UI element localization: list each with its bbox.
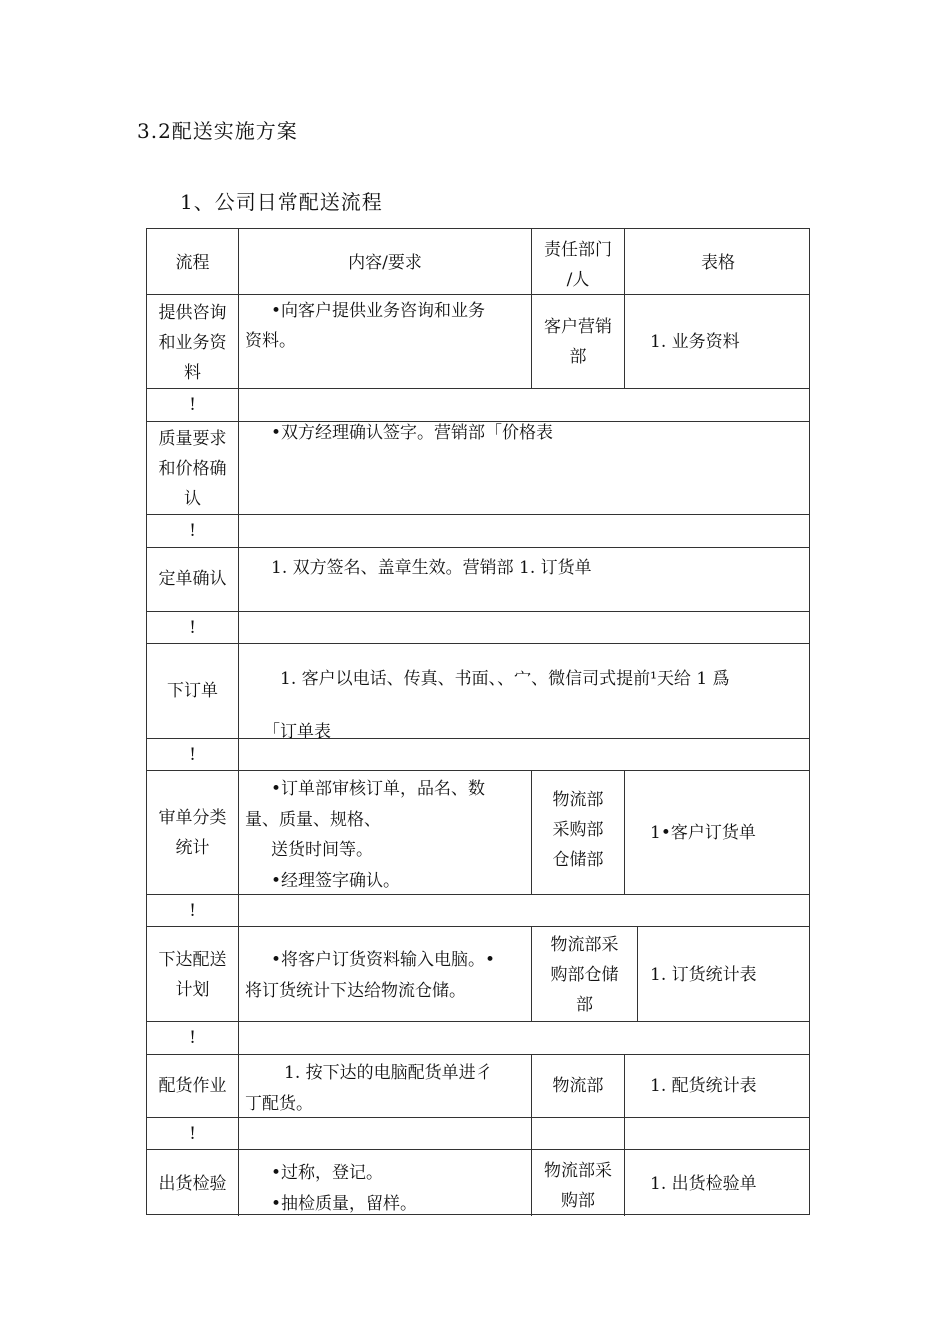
row8-content-line1: •过称，登记。 bbox=[271, 1163, 384, 1183]
row7-form: 1. 配货统计表 bbox=[650, 1076, 757, 1096]
row7-content-line2: 丁配货。 bbox=[245, 1094, 313, 1114]
row7-content-line1: 1. 按下达的电脑配货单进彳 bbox=[284, 1063, 493, 1083]
header-content: 内容/要求 bbox=[348, 253, 422, 273]
row6-content-line2: 将订货统计下达给物流仓储。 bbox=[245, 981, 466, 1001]
row8-dept: 物流部采 购部 bbox=[544, 1161, 612, 1211]
row4-process: 下订单 bbox=[167, 681, 218, 701]
subsection-title: 1、公司日常配送流程 bbox=[180, 190, 383, 214]
flow-arrow: ! bbox=[189, 1028, 196, 1048]
row3-content: 1. 双方签名、盖章生效。营销部 1. 订货单 bbox=[271, 558, 592, 578]
row5-content-line2: 量、质量、规格、 bbox=[245, 810, 381, 830]
row8-content-line2: •抽检质量，留样。 bbox=[271, 1194, 418, 1214]
row8-process: 出货检验 bbox=[158, 1174, 227, 1194]
flow-arrow: ! bbox=[189, 1124, 196, 1144]
row7-dept: 物流部 bbox=[552, 1076, 604, 1096]
flow-arrow: ! bbox=[189, 745, 196, 765]
header-process: 流程 bbox=[175, 253, 210, 273]
header-dept: 责任部门 /人 bbox=[544, 240, 612, 290]
row8-form: 1. 出货检验单 bbox=[650, 1174, 757, 1194]
row5-form: 1•客户订货单 bbox=[650, 823, 756, 843]
row3-process: 定单确认 bbox=[158, 569, 227, 589]
flow-arrow: ! bbox=[189, 395, 196, 415]
row4-content: 1. 客户以电话、传真、书面、、宀、微信司式提前¹天给 1 爲 bbox=[280, 669, 730, 689]
row5-content-line1: •订单部审核订单，品名、数 bbox=[271, 779, 486, 799]
row6-content-line1: •将客户订货资料输入电脑。• bbox=[271, 950, 496, 970]
row1-content: •向客户提供业务咨询和业务 资料。 bbox=[245, 301, 486, 351]
row5-process: 审单分类 统计 bbox=[158, 808, 227, 858]
row6-process: 下达配送 计划 bbox=[158, 950, 227, 1000]
row1-dept: 客户营销 部 bbox=[544, 317, 612, 367]
row5-dept: 物流部 采购部 仓储部 bbox=[552, 790, 604, 870]
row2-content: •双方经理确认签字。营销部「价格表 bbox=[271, 423, 554, 443]
row1-form: 1. 业务资料 bbox=[650, 332, 740, 352]
row2-process: 质量要求 和价格确 认 bbox=[158, 429, 227, 509]
row5-content-line4: •经理签字确认。 bbox=[271, 871, 401, 891]
flow-arrow: ! bbox=[189, 521, 196, 541]
row4-content-cut: 「订单表 bbox=[263, 722, 331, 738]
row7-process: 配货作业 bbox=[158, 1076, 227, 1096]
row1-process: 提供咨询 和业务资 料 bbox=[158, 303, 227, 383]
flow-arrow: ! bbox=[189, 901, 196, 921]
flow-arrow: ! bbox=[189, 618, 196, 638]
row6-form: 1. 订货统计表 bbox=[650, 965, 757, 985]
header-form: 表格 bbox=[701, 253, 735, 273]
row6-dept: 物流部采 购部仓储 部 bbox=[550, 935, 619, 1015]
section-title: 3.2配送实施方案 bbox=[137, 119, 298, 143]
process-table bbox=[146, 228, 810, 1215]
row5-content-line3: 送货时间等。 bbox=[271, 840, 373, 860]
